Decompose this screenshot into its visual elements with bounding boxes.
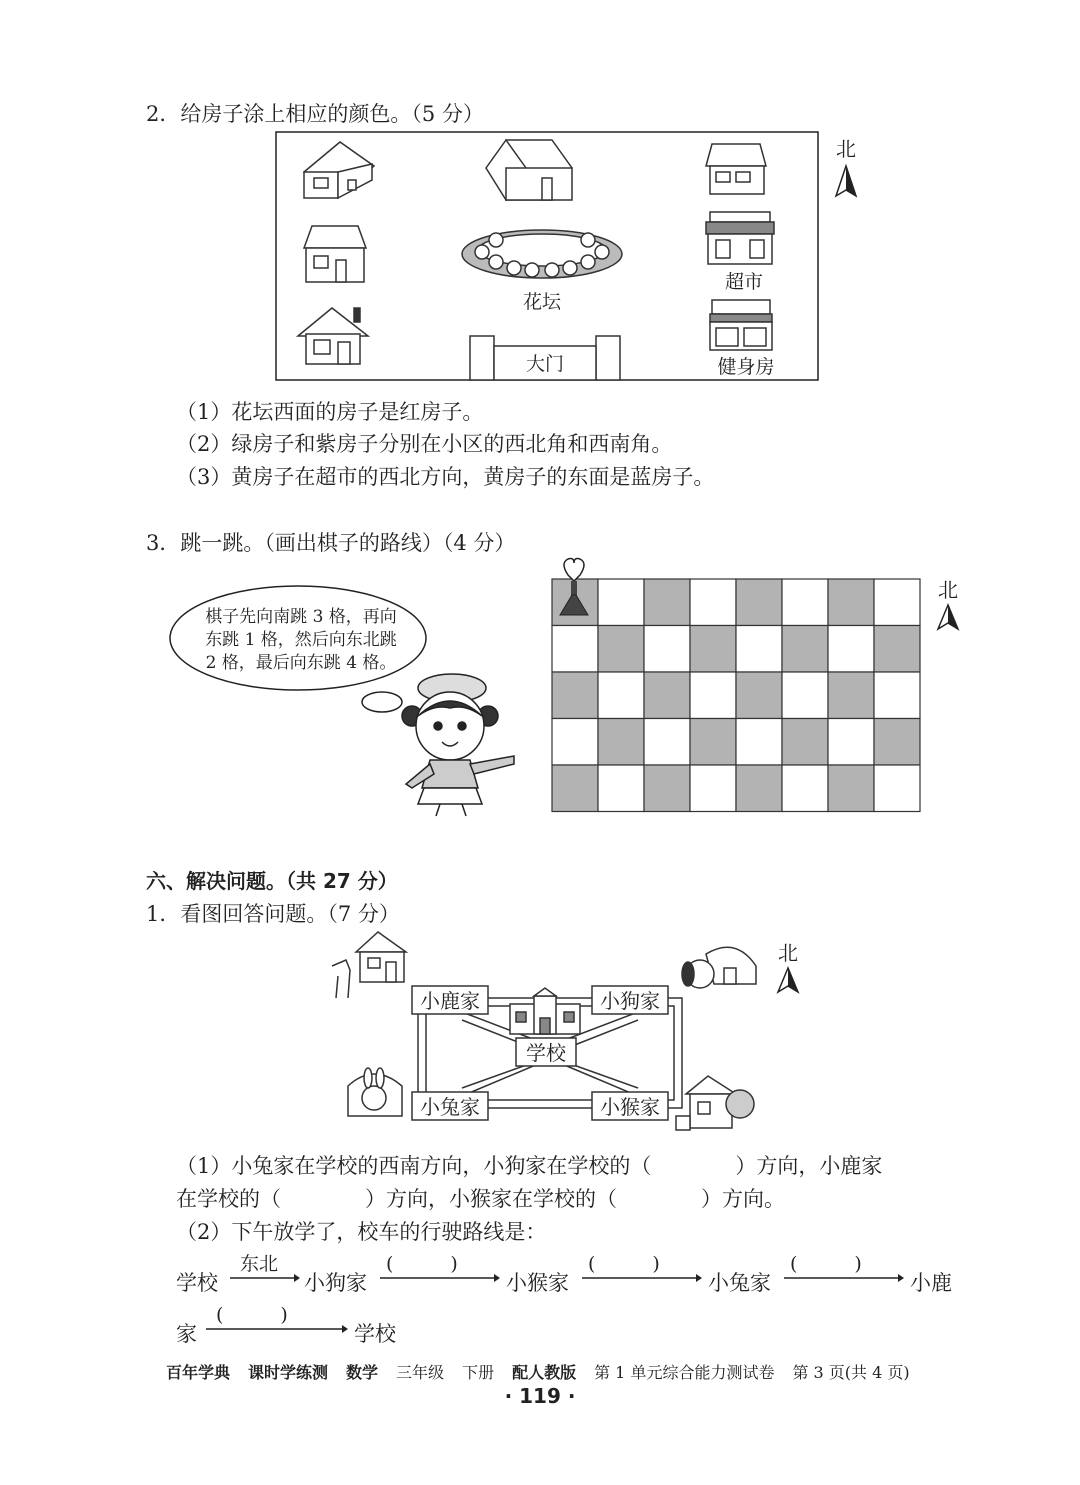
route-blank-4[interactable]: ( ) [790, 1253, 862, 1275]
route-dog: 小狗家 [304, 1271, 367, 1295]
route-monkey: 小猴家 [506, 1271, 569, 1295]
route-blank-5[interactable]: ( ) [216, 1304, 288, 1326]
route-deer-part2: 家 [176, 1322, 197, 1346]
board-cell[interactable] [598, 579, 644, 626]
board-cell[interactable] [828, 672, 874, 719]
q2-community-map [270, 128, 890, 388]
house-northeast-icon[interactable] [706, 144, 766, 194]
supermarket-icon[interactable] [706, 212, 774, 264]
board-cell[interactable] [644, 626, 690, 673]
bubble-line-1: 棋子先向南跳 3 格，再向 [205, 607, 397, 627]
school-icon [510, 988, 580, 1034]
footer-page-info: 第 3 页(共 4 页) [792, 1363, 910, 1382]
gym-icon[interactable] [710, 300, 772, 350]
route-deer-part1: 小鹿 [910, 1271, 952, 1295]
board-cell[interactable] [782, 626, 828, 673]
monkey-home-label: 小猴家 [600, 1095, 660, 1119]
footer-volume: 下册 [462, 1363, 495, 1382]
board-cell[interactable] [782, 719, 828, 766]
board-cell[interactable] [828, 765, 874, 812]
gate-label: 大门 [525, 353, 565, 375]
route-rabbit: 小兔家 [708, 1271, 771, 1295]
q3-north-label: 北 [938, 578, 958, 602]
map-north-label: 北 [778, 941, 798, 965]
board-cell[interactable] [552, 765, 598, 812]
board-cell[interactable] [644, 672, 690, 719]
gym-label: 健身房 [717, 356, 775, 378]
q2-hint-1: （1）花坛西面的房子是红房子。 [176, 400, 484, 424]
sub1-line1: （1）小兔家在学校的西南方向，小狗家在学校的（ ）方向，小鹿家 [176, 1154, 883, 1178]
house-northwest-icon[interactable] [304, 142, 374, 198]
board-cell[interactable] [598, 672, 644, 719]
section6-title: 六、解决问题。（共 27 分） [146, 869, 398, 893]
q2-title: 2．给房子涂上相应的颜色。（5 分） [146, 102, 484, 126]
dog-house-icon [682, 947, 756, 988]
board-cell[interactable] [690, 579, 736, 626]
q3-north-arrow-icon [938, 605, 958, 629]
board-cell[interactable] [690, 626, 736, 673]
board-cell[interactable] [782, 672, 828, 719]
animal-homes-map [326, 926, 806, 1146]
footer [166, 1360, 910, 1383]
route-blank-3[interactable]: ( ) [588, 1253, 660, 1275]
board-cell[interactable] [736, 672, 782, 719]
board-cell[interactable] [598, 719, 644, 766]
footer-edition: 配人教版 [512, 1363, 577, 1382]
route-blank-2[interactable]: ( ) [386, 1253, 458, 1275]
board-cell[interactable] [828, 626, 874, 673]
dog-home-label: 小狗家 [600, 989, 660, 1013]
house-southwest-icon[interactable] [298, 308, 368, 364]
board-cell[interactable] [598, 626, 644, 673]
q2-north-label: 北 [836, 137, 856, 161]
board-cell[interactable] [736, 626, 782, 673]
footer-book: 百年学典 [166, 1363, 231, 1382]
map-north-arrow-icon [778, 968, 798, 992]
route-arrow-1-label: 东北 [240, 1253, 279, 1275]
sub2-text: （2）下午放学了，校车的行驶路线是： [176, 1220, 547, 1244]
q2-hint-3: （3）黄房子在超市的西北方向，黄房子的东面是蓝房子。 [176, 465, 715, 489]
board-cell[interactable] [736, 579, 782, 626]
board-cell[interactable] [782, 579, 828, 626]
board-cell[interactable] [598, 765, 644, 812]
footer-grade: 三年级 [396, 1363, 445, 1382]
board-cell[interactable] [552, 626, 598, 673]
rabbit-home-label: 小兔家 [420, 1095, 480, 1119]
house-north-icon[interactable] [486, 140, 572, 200]
board-cell[interactable] [782, 765, 828, 812]
girl-icon [386, 664, 526, 824]
deer-house-icon [332, 932, 406, 998]
board-cell[interactable] [552, 719, 598, 766]
q2-north-arrow-icon [836, 166, 856, 196]
board-cell[interactable] [874, 719, 920, 766]
q3-checkerboard[interactable] [550, 555, 970, 815]
route-school: 学校 [176, 1271, 218, 1295]
flower-bed-icon[interactable] [462, 230, 622, 278]
sub1-line2: 在学校的（ ）方向，小猴家在学校的（ ）方向。 [176, 1187, 785, 1211]
monkey-house-icon [676, 1076, 754, 1130]
board-cell[interactable] [736, 765, 782, 812]
board-cell[interactable] [644, 765, 690, 812]
board-cell[interactable] [828, 719, 874, 766]
board-cell[interactable] [690, 719, 736, 766]
board-cell[interactable] [874, 765, 920, 812]
footer-subject: 数学 [346, 1363, 379, 1382]
board-cell[interactable] [736, 719, 782, 766]
footer-test: 第 1 单元综合能力测试卷 [594, 1363, 775, 1382]
page-number: · 119 · [504, 1384, 576, 1408]
flower-bed-label: 花坛 [522, 291, 562, 313]
board-cell[interactable] [690, 672, 736, 719]
q2-hint-2: （2）绿房子和紫房子分别在小区的西北角和西南角。 [176, 432, 673, 456]
house-west-icon[interactable] [304, 226, 366, 282]
q3-title: 3．跳一跳。（画出棋子的路线）（4 分） [146, 531, 516, 555]
board-cell[interactable] [874, 672, 920, 719]
bubble-line-3: 2 格，最后向东跳 4 格。 [205, 653, 397, 673]
school-label: 学校 [526, 1041, 566, 1065]
board-cell[interactable] [644, 719, 690, 766]
board-cell[interactable] [828, 579, 874, 626]
footer-series: 课时学练测 [248, 1363, 329, 1382]
deer-home-label: 小鹿家 [420, 989, 480, 1013]
section6-q1-title: 1．看图回答问题。（7 分） [146, 902, 400, 926]
board-cell[interactable] [874, 579, 920, 626]
board-cell[interactable] [690, 765, 736, 812]
rabbit-house-icon [348, 1068, 402, 1116]
supermarket-label: 超市 [724, 271, 764, 293]
bubble-line-2: 东跳 1 格，然后向东北跳 [205, 630, 397, 650]
route-back-school: 学校 [354, 1322, 396, 1346]
board-cell[interactable] [552, 672, 598, 719]
board-cell[interactable] [644, 579, 690, 626]
board-cell[interactable] [874, 626, 920, 673]
